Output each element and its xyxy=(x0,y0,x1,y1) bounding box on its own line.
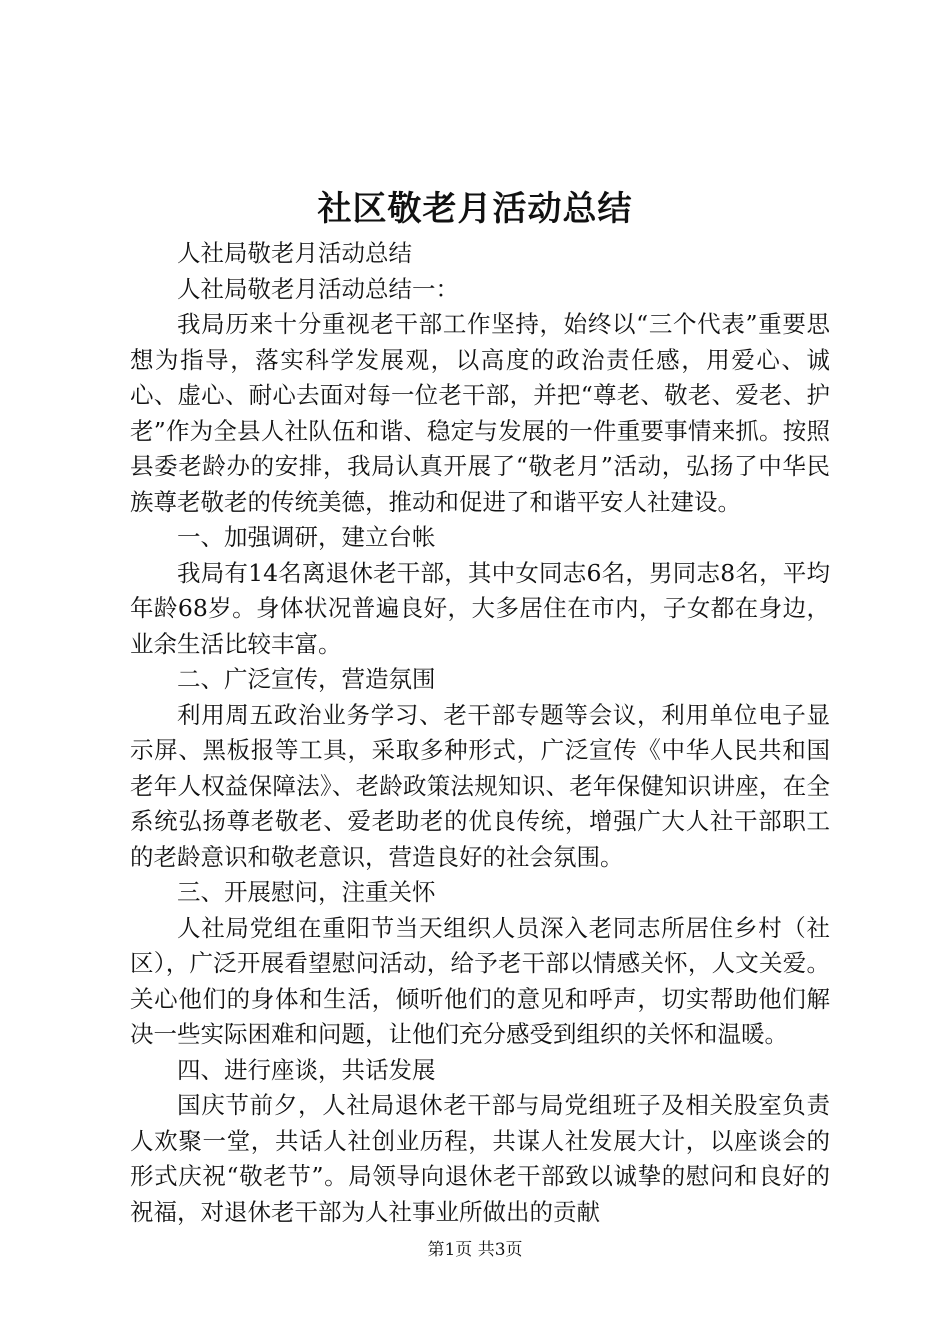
document-title: 社区敬老月活动总结 xyxy=(317,189,633,229)
paragraph-subtitle: 人社局敬老月活动总结 xyxy=(177,239,412,267)
paragraph-subtitle-part-one: 人社局敬老月活动总结一： xyxy=(177,274,459,303)
page-number-footer: 第1页 共3页 xyxy=(427,1240,523,1260)
document-body xyxy=(130,236,830,1230)
paragraph-section-4: 国庆节前夕，人社局退休老干部与局党组班子及相关股室负责人欢聚一堂，共话人社创业历程，共谋人社发展大计，以座谈会的形式庆祝“敬老节”。局领导向退休老干部致以诚挚的慰问和良好的祝福，对退休老干部为人社事业所做出的贡献 xyxy=(130,1091,830,1226)
section-heading-4: 四、进行座谈，共话发展 xyxy=(177,1055,436,1084)
section-heading-1: 一、加强调研，建立台帐 xyxy=(177,523,436,551)
paragraph-section-3: 人社局党组在重阳节当天组织人员深入老同志所居住乡村（社区），广泛开展看望慰问活动，给予老干部以情感关怀，人文关爱。关心他们的身体和生活，倾听他们的意见和呼声，切实帮助他们解决一些实际困难和问题，让他们充分感受到组织的关怀和温暖。 xyxy=(130,913,830,1048)
paragraph-intro: 我局历来十分重视老干部工作坚持，始终以“三个代表”重要思想为指导，落实科学发展观，以高度的政治责任感，用爱心、诚心、虚心、耐心去面对每一位老干部，并把“尊老、敬老、爱老、护老”作为全县人社队伍和谐、稳定与发展的一件重要事情来抓。按照县委老龄办的安排，我局认真开展了“敬老月”活动，弘扬了中华民族尊老敬老的传统美德，推动和促进了和谐平安人社建设。 xyxy=(130,310,830,516)
section-heading-2: 二、广泛宣传，营造氛围 xyxy=(177,665,436,693)
paragraph-section-1: 我局有14名离退休老干部，其中女同志6名，男同志8名，平均年龄68岁。身体状况普遍良好，大多居住在市内，子女都在身边，业余生活比较丰富。 xyxy=(130,558,830,658)
paragraph-section-2: 利用周五政治业务学习、老干部专题等会议，利用单位电子显示屏、黑板报等工具，采取多种形式，广泛宣传《中华人民共和国老年人权益保障法》、老龄政策法规知识、老年保健知识讲座，在全系统弘扬尊老敬老、爱老助老的优良传统，增强广大人社干部职工的老龄意识和敬老意识，营造良好的社会氛围。 xyxy=(130,700,830,871)
section-heading-3: 三、开展慰问，注重关怀 xyxy=(177,878,436,906)
